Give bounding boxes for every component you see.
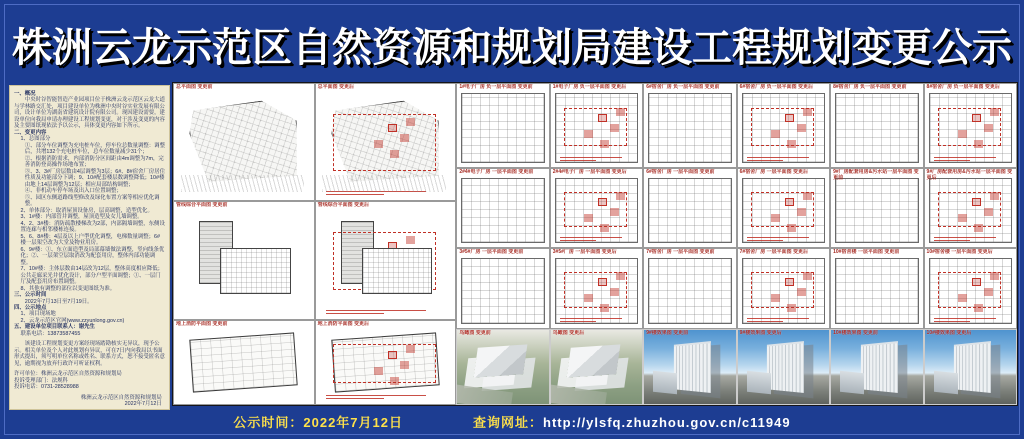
drawing-title: 3#5#厂房 一层平面图 变更前 — [459, 249, 524, 255]
rendering-image — [457, 330, 548, 404]
drawing-cell — [924, 168, 1017, 248]
drawing-cell — [456, 248, 549, 329]
drawing-graphic — [929, 93, 1012, 163]
drawing-title: 总平面图 变更后 — [317, 84, 355, 90]
drawing-cell — [830, 168, 923, 248]
revision-box-mark — [751, 272, 815, 308]
drawing-title: 地上消防平面图 变更后 — [317, 321, 370, 327]
revision-box-mark — [938, 192, 1002, 227]
revision-note-lines — [934, 237, 996, 241]
notice-text-line: 三、公示时间 — [14, 292, 47, 299]
revision-cloud-marks — [598, 114, 607, 122]
notice-text-line: ⑤、园区东侧道路线型修改及绿化布置方案等相应优化调整。 — [24, 194, 160, 208]
drawing-title: 3#5#厂房 一层平面图 变更后 — [552, 249, 617, 255]
rendering-title: 鸟瞰图 变更前 — [459, 330, 491, 336]
drawing-graphic — [742, 258, 825, 324]
revision-cloud-marks — [598, 278, 607, 286]
revision-box-mark — [938, 272, 1002, 308]
notice-text-line: 四、公示地点 — [14, 304, 47, 311]
revision-box-mark — [333, 232, 436, 290]
revision-note-lines — [326, 310, 426, 314]
drawing-graphic — [461, 93, 544, 163]
drawing-cell — [924, 248, 1017, 329]
notice-text-line: 五、建设单位项目联系人：谢先生 — [14, 324, 95, 331]
notice-text-line: ④、非机动车停车场及出入口位置调整； — [24, 188, 122, 195]
notice-text-line: 株洲云龙示范区自然资源和规划局 — [80, 394, 162, 401]
floorplan-drawings-grid — [456, 83, 1017, 329]
query-url-value: http://ylsfq.zhuzhou.gov.cn/c11949 — [543, 415, 791, 430]
publish-time-label: 公示时间： — [233, 415, 304, 430]
rendering-image — [831, 330, 922, 404]
revision-note-lines — [560, 318, 622, 322]
drawing-graphic — [461, 258, 544, 324]
drawing-cell — [643, 168, 736, 248]
drawing-cell — [550, 168, 643, 248]
drawing-graphic — [742, 178, 825, 243]
drawing-title: 6#宿舍厂房 负一层平面图 变更后 — [739, 84, 813, 90]
revision-box-mark — [564, 192, 628, 227]
notice-text-line: 5、6、8#楼：4层及以上户型优化调整，电梯数量调整；6#楼一层架空改为大堂及物业用房。 — [20, 233, 161, 247]
revision-box-mark — [564, 108, 628, 146]
drawing-cell — [173, 320, 315, 405]
drawing-cell — [643, 248, 736, 329]
revision-box-mark — [938, 108, 1002, 146]
revision-box-mark — [564, 272, 628, 308]
drawing-graphic — [461, 178, 544, 243]
drawing-cell — [737, 83, 830, 168]
drawing-graphic — [555, 178, 638, 243]
drawing-title: 6#宿舍厂房 负一层平面图 变更前 — [646, 84, 720, 90]
notice-text-line: 投诉电话：0731-28528988 — [14, 384, 79, 391]
drawing-cell — [737, 168, 830, 248]
drawing-cell — [173, 83, 315, 201]
notice-text-line: 2022年7月13日至7月19日。 — [24, 298, 93, 305]
drawing-graphic — [320, 211, 452, 315]
drawing-title: 6#宿舍厂房 一层平面图 变更后 — [739, 169, 808, 175]
revision-box-mark — [333, 114, 436, 172]
revision-cloud-marks — [388, 124, 397, 132]
drawing-cell — [315, 83, 457, 201]
notice-text-line: 许可单位：株洲云龙示范区自然资源和规划局 — [14, 371, 122, 378]
drawing-graphic — [178, 93, 310, 196]
drawing-graphic — [555, 258, 638, 324]
drawing-graphic — [742, 93, 825, 163]
drawing-graphic — [648, 178, 731, 243]
rendering-title: 10#楼效果图 变更后 — [926, 330, 972, 336]
floorplan-and-render-area — [456, 83, 1017, 405]
notice-text-line: 该建设工程规划变更方案经现场踏勘核实无异议，现予公示。相关单位及个人对此规划有异议，可在7日内向我局以书面形式提出，须写明单位名称或姓名、联系方式，恕不接受匿名意见，逾期视为放弃行政许可听证权利。 — [14, 341, 165, 367]
notice-text-line: ③、3、3#厂房层数由4层调整为3层；6#、8#宿舍厂房居住性质及功能部分下调；9、10#配套楼层数调整降低；10#楼由地上14层调整为12层；相应局部结构调整； — [24, 168, 165, 188]
drawing-graphic — [835, 178, 918, 243]
revision-note-lines — [747, 237, 809, 241]
rendering-title: 10#楼效果图 变更前 — [833, 330, 878, 336]
revision-note-lines — [747, 318, 809, 322]
drawing-cell — [737, 248, 830, 329]
rendering-title: 9#楼效果图 变更后 — [739, 330, 782, 336]
drawing-title: 1#电子厂房 负一层平面图 变更后 — [552, 84, 627, 90]
drawings-board — [172, 82, 1018, 406]
page-title: 株洲云龙示范区自然资源和规划局建设工程规划变更公示 — [12, 26, 1012, 70]
rendering-cell — [643, 329, 736, 405]
drawing-cell — [924, 83, 1017, 168]
drawing-graphic — [929, 258, 1012, 324]
drawing-cell — [456, 83, 549, 168]
notice-text-line: 8、其他有调整的部位以变更图纸为准。 — [20, 285, 116, 292]
drawing-graphic — [178, 330, 310, 400]
notice-text-line: 4、2、3#楼：消防疏散楼梯改为2部，内部隔墙调整，东侧设置连廊与相邻楼栋连接。 — [20, 220, 165, 234]
rendering-image — [551, 330, 642, 404]
rendering-images-row — [456, 329, 1017, 405]
revision-cloud-marks — [785, 114, 794, 122]
drawing-title: 9#厂房配套用房&污水站一层平面图 变更后 — [926, 169, 1013, 181]
notice-text-line: 3、1#楼：内部管井调整，屋顶造型及女儿墙调整。 — [20, 214, 143, 221]
drawing-cell — [456, 168, 549, 248]
drawing-title: 地上消防平面图 变更前 — [176, 321, 228, 327]
rendering-cell — [830, 329, 923, 405]
rendering-image — [738, 330, 829, 404]
notice-text-line: 2022年7月12日 — [124, 401, 162, 408]
revision-cloud-marks — [388, 351, 397, 359]
rendering-cell — [737, 329, 830, 405]
rendering-image — [644, 330, 735, 404]
drawing-title: 2#4#电子厂房 一层平面图 变更后 — [552, 169, 627, 175]
drawing-title: 8#宿舍厂房 负一层平面图 变更后 — [926, 84, 1000, 90]
drawing-cell — [173, 201, 315, 320]
drawing-title: 2#4#电子厂房 一层平面图 变更前 — [459, 169, 534, 175]
revision-cloud-marks — [972, 278, 981, 286]
drawing-title: 管线综合平面图 变更前 — [176, 202, 228, 208]
notice-text-line: 一、概况 — [14, 91, 36, 97]
drawing-graphic — [929, 178, 1012, 243]
siteplan-drawings-grid — [173, 83, 456, 405]
revision-cloud-marks — [972, 198, 981, 206]
drawing-graphic — [648, 258, 731, 324]
drawing-title: 8#宿舍厂房 负一层平面图 变更前 — [833, 84, 907, 90]
drawing-cell — [550, 248, 643, 329]
revision-note-lines — [326, 395, 426, 399]
drawing-title: 总平面图 变更前 — [176, 84, 213, 90]
revision-box-mark — [751, 108, 815, 146]
notice-text-panel — [9, 85, 170, 410]
notice-text-line: 1、项目现场地 — [20, 311, 56, 318]
notice-text-line: ②、根据消防需求，内部消防分区间距由4m调整为7m，完善消防登高操作场地布置； — [24, 155, 164, 169]
drawing-graphic — [835, 258, 918, 324]
drawing-graphic — [648, 93, 731, 163]
drawing-title: 10#宿舍楼 一层平面图 变更前 — [833, 249, 900, 255]
footer-bar — [0, 412, 1024, 431]
rendering-title: 9#楼效果图 变更前 — [646, 330, 689, 336]
revision-note-lines — [934, 318, 996, 322]
query-url-label: 查询网址： — [473, 415, 544, 430]
query-url — [473, 412, 791, 431]
drawing-title: 6#宿舍厂房 一层平面图 变更前 — [646, 169, 715, 175]
drawing-cell — [550, 83, 643, 168]
revision-note-lines — [934, 157, 996, 161]
revision-note-lines — [560, 237, 622, 241]
drawing-title: 7#宿舍厂房 一层平面图 变更后 — [739, 249, 808, 255]
drawing-title: 9#厂房配套用房&污水站一层平面图 变更前 — [833, 169, 919, 181]
revision-note-lines — [747, 157, 809, 161]
drawing-cell — [830, 83, 923, 168]
drawing-title: 1#电子厂房 负一层平面图 变更前 — [459, 84, 533, 90]
publish-time — [233, 412, 403, 431]
rendering-title: 鸟瞰图 变更后 — [552, 330, 585, 336]
revision-cloud-marks — [388, 242, 397, 250]
notice-text-line: 二、变更内容 — [14, 129, 47, 136]
rendering-cell — [456, 329, 549, 405]
notice-text-line: 联系电话：13873587455 — [20, 330, 81, 337]
drawing-cell — [643, 83, 736, 168]
notice-text-line: 2、单体部分：取消屋顶设备房，层高调整，造型优化。 — [20, 207, 153, 214]
notice-text-line: 6、9#楼：①、东立面造型及局部幕墙做法调整，竖向线条优化；②、一层架空层取消改为配套用房，整体内部功能调整。 — [20, 246, 165, 266]
notice-text-line: 7、10#楼：主体层数由14层改为12层，整体高度相应降低；公共走廊采光井优化设计，部分户型平面调整；①、一层门厅及配套用房布置调整。 — [20, 266, 164, 286]
notice-text-line: 1、总图部分 — [20, 136, 51, 143]
drawing-title: 7#宿舍厂房 一层平面图 变更前 — [646, 249, 715, 255]
drawing-graphic — [835, 93, 918, 163]
revision-cloud-marks — [785, 198, 794, 206]
notice-text-line: 2、云龙示范区官网(www.zzyunlong.gov.cn) — [20, 317, 125, 324]
rendering-cell — [924, 329, 1017, 405]
publish-time-value: 2022年7月12日 — [303, 415, 404, 430]
revision-cloud-marks — [785, 278, 794, 286]
notice-text-line: 中央时谷智能智造产业园项目位于株洲云龙示范区云龙大道与学林路交汇处，项目建设单位为株洲中央时谷实业发展有限公司，设计单位为湖南省建筑设计院有限公司。现因建设需要，建设单位向我局申请办理建设工程规划变更，对于涉及变更的内容及主要图纸现依法予以公示，具体变更内容如下所示。 — [14, 97, 165, 130]
revision-note-lines — [326, 191, 426, 195]
rendering-image — [925, 330, 1016, 404]
drawing-graphic — [555, 93, 638, 163]
revision-cloud-marks — [972, 114, 981, 122]
revision-note-lines — [560, 157, 622, 161]
notice-text-line: 投诉受理部门：法规科 — [14, 377, 68, 384]
revision-box-mark — [751, 192, 815, 227]
drawing-title: 管线综合平面图 变更后 — [317, 202, 370, 208]
revision-cloud-marks — [598, 198, 607, 206]
notice-text-line: ①、部分车位调整为充电桩车位，停车位总数量调整：调整后，共增132个充电桩车位，总车位数量减少31个； — [24, 142, 165, 156]
drawing-title: 10#宿舍楼 一层平面图 变更后 — [926, 249, 993, 255]
drawing-cell — [830, 248, 923, 329]
drawing-cell — [315, 320, 457, 405]
drawing-graphic — [178, 211, 310, 315]
drawing-cell — [315, 201, 457, 320]
rendering-cell — [550, 329, 643, 405]
drawing-graphic — [320, 330, 452, 400]
drawing-graphic — [320, 93, 452, 196]
revision-box-mark — [333, 344, 436, 383]
